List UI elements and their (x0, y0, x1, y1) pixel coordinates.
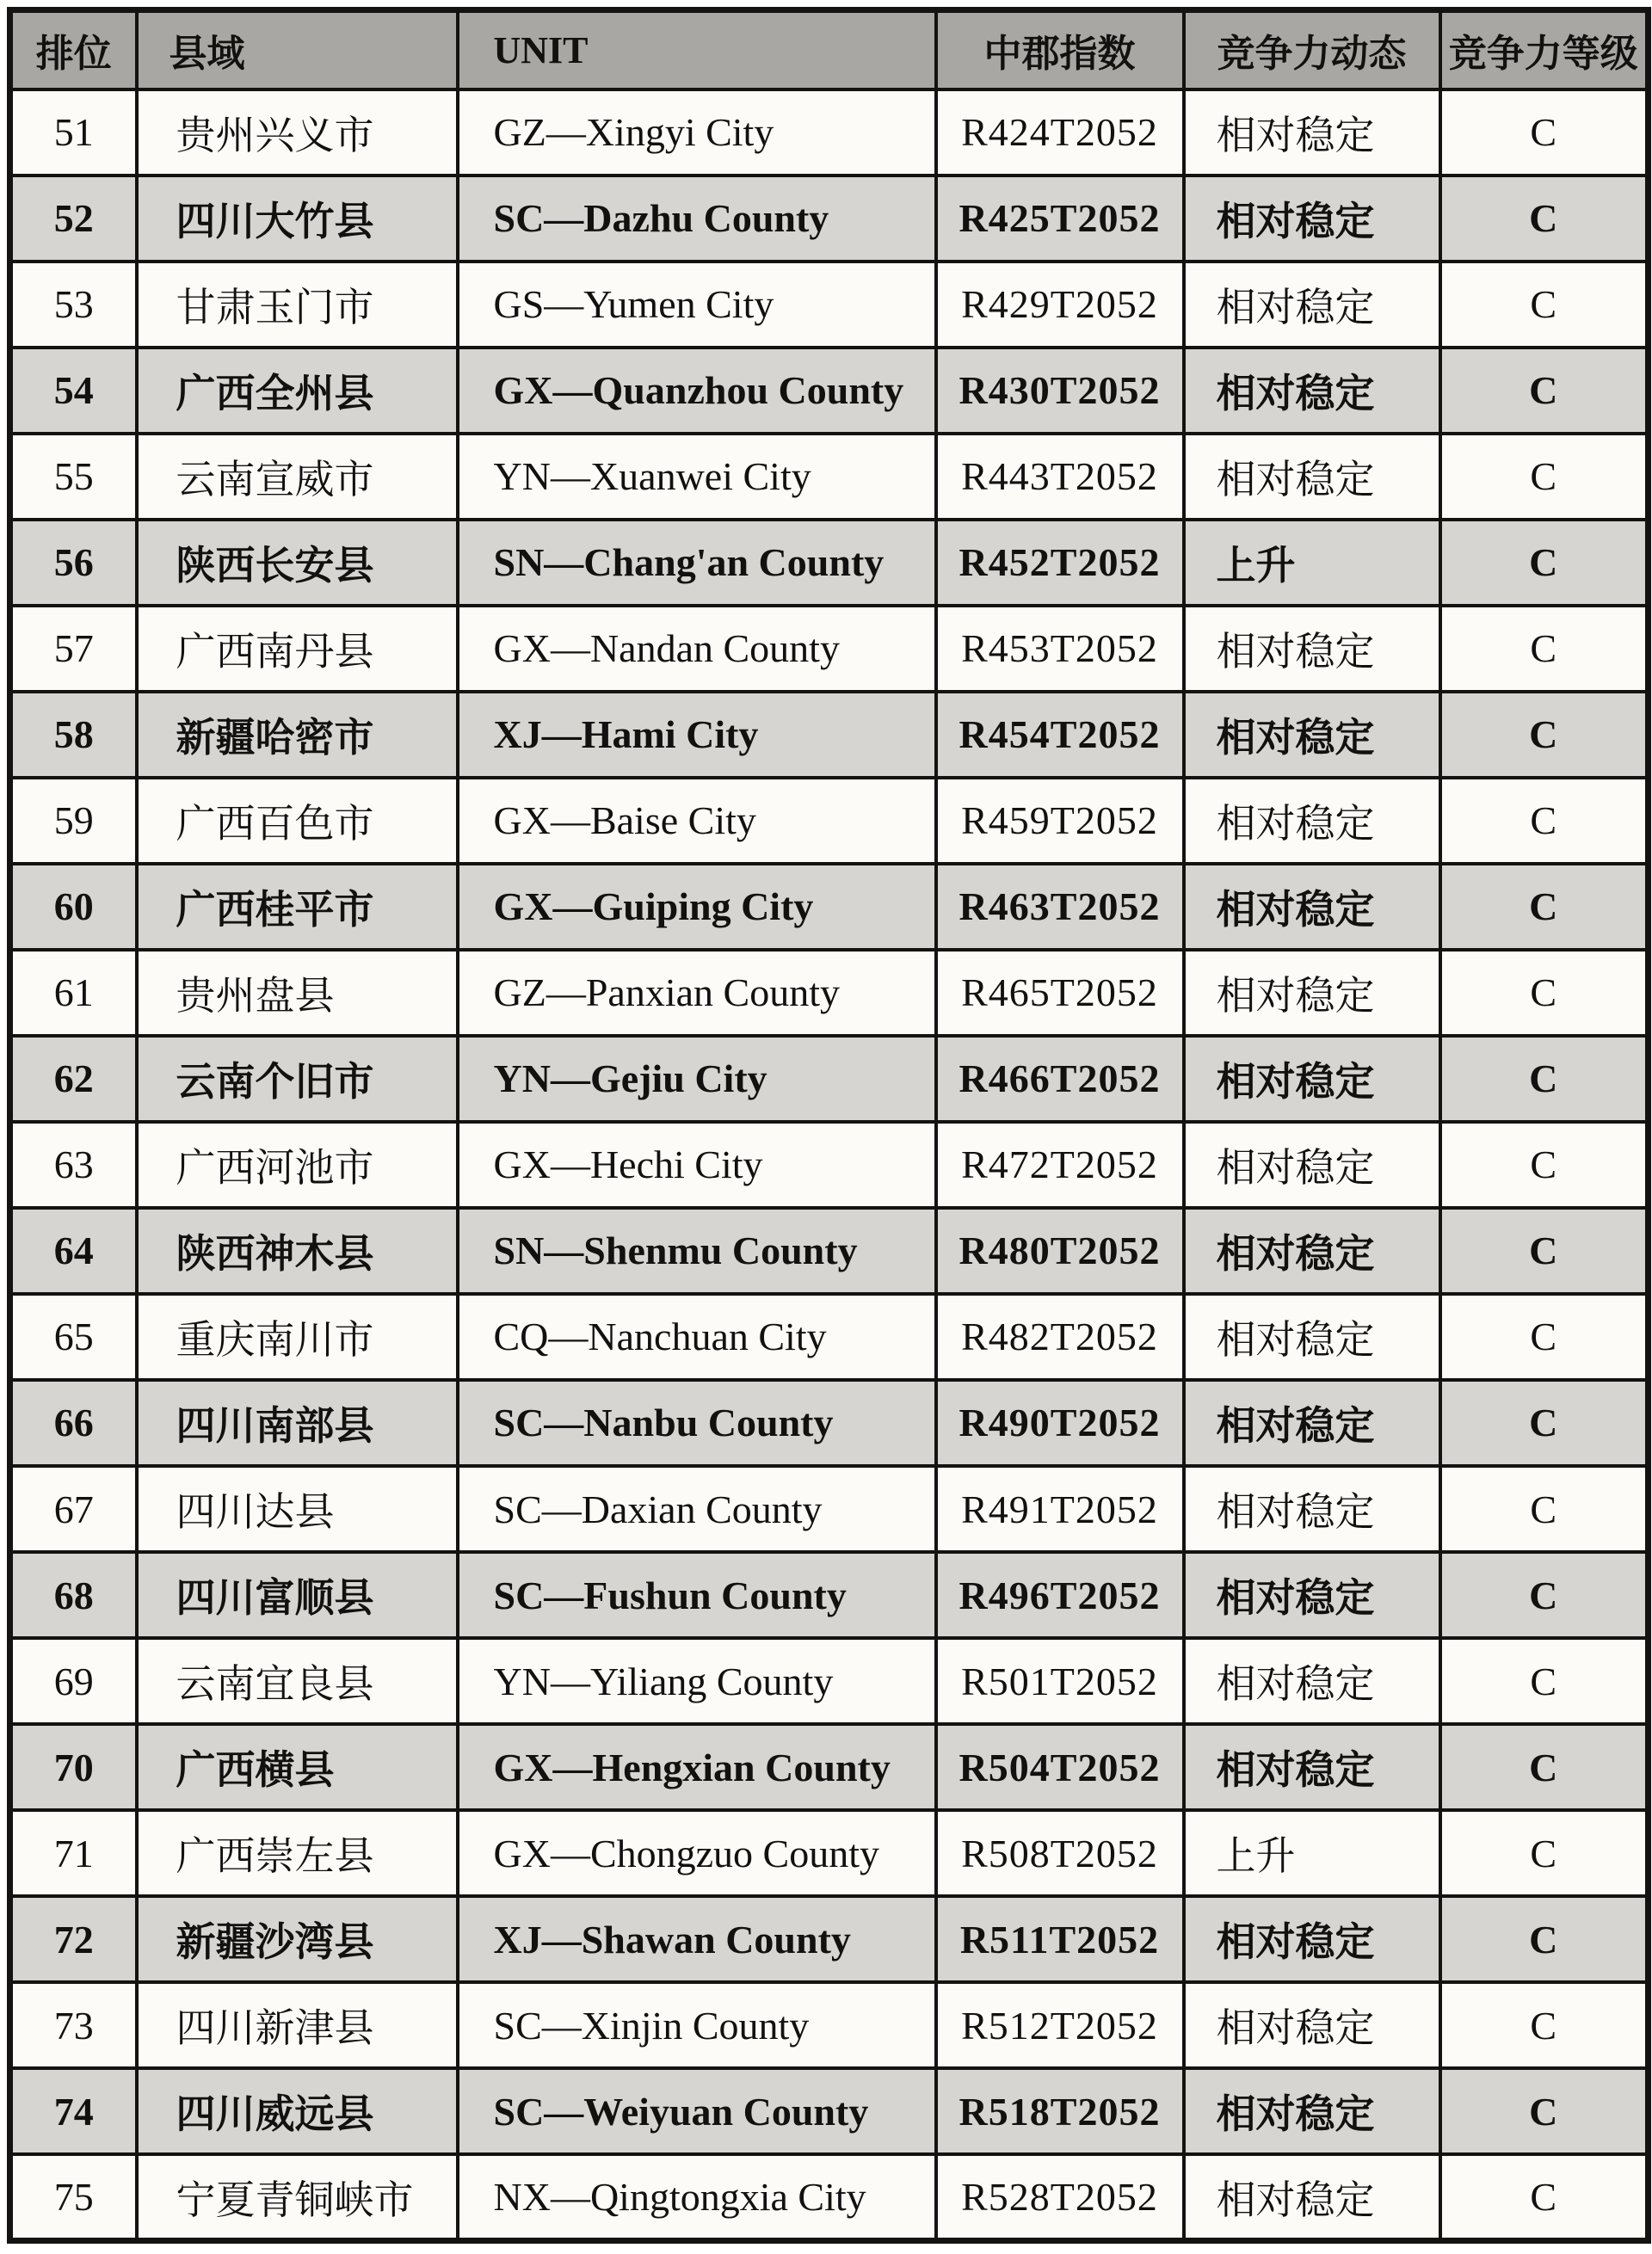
cell-rank: 55 (10, 434, 137, 520)
table-row (10, 1552, 1649, 1638)
cell-unit: SN—Chang'an County (458, 520, 936, 606)
cell-county: 云南宜良县 (137, 1638, 458, 1724)
table-row (10, 2068, 1649, 2154)
cell-unit: GS—Yumen City (458, 262, 936, 348)
table-body (10, 89, 1649, 2241)
cell-grade: C (1440, 89, 1649, 176)
cell-county: 四川威远县 (137, 2068, 458, 2154)
cell-grade: C (1440, 606, 1649, 692)
cell-dynamic: 相对稳定 (1184, 262, 1440, 348)
cell-dynamic: 相对稳定 (1184, 1724, 1440, 1810)
table-row (10, 2154, 1649, 2240)
table-row (10, 1466, 1649, 1552)
cell-index: R480T2052 (936, 1208, 1184, 1294)
county-competitiveness-ranking-table (7, 7, 1651, 2244)
table-row (10, 434, 1649, 520)
cell-index: R482T2052 (936, 1294, 1184, 1380)
cell-unit: XJ—Hami City (458, 692, 936, 778)
cell-unit: GZ—Panxian County (458, 950, 936, 1036)
cell-index: R496T2052 (936, 1552, 1184, 1638)
cell-county: 新疆哈密市 (137, 692, 458, 778)
cell-county: 广西崇左县 (137, 1810, 458, 1896)
cell-county: 陕西长安县 (137, 520, 458, 606)
cell-dynamic: 相对稳定 (1184, 434, 1440, 520)
cell-index: R512T2052 (936, 1982, 1184, 2068)
column-header-county: 县域 (137, 10, 458, 89)
cell-dynamic: 相对稳定 (1184, 1552, 1440, 1638)
cell-county: 甘肃玉门市 (137, 262, 458, 348)
cell-unit: GX—Chongzuo County (458, 1810, 936, 1896)
cell-county: 四川新津县 (137, 1982, 458, 2068)
cell-rank: 75 (10, 2154, 137, 2240)
column-header-rank: 排位 (10, 10, 137, 89)
cell-dynamic: 相对稳定 (1184, 1122, 1440, 1208)
cell-unit: SC—Xinjin County (458, 1982, 936, 2068)
cell-index: R465T2052 (936, 950, 1184, 1036)
cell-unit: SC—Fushun County (458, 1552, 936, 1638)
cell-rank: 56 (10, 520, 137, 606)
cell-county: 广西南丹县 (137, 606, 458, 692)
cell-county: 贵州盘县 (137, 950, 458, 1036)
cell-rank: 66 (10, 1380, 137, 1466)
header-row (10, 10, 1649, 89)
cell-unit: GZ—Xingyi City (458, 89, 936, 176)
cell-county: 四川达县 (137, 1466, 458, 1552)
cell-grade: C (1440, 864, 1649, 950)
cell-rank: 71 (10, 1810, 137, 1896)
cell-index: R528T2052 (936, 2154, 1184, 2240)
cell-unit: YN—Xuanwei City (458, 434, 936, 520)
cell-rank: 68 (10, 1552, 137, 1638)
cell-county: 云南个旧市 (137, 1036, 458, 1122)
cell-unit: SN—Shenmu County (458, 1208, 936, 1294)
cell-index: R459T2052 (936, 778, 1184, 864)
cell-county: 四川南部县 (137, 1380, 458, 1466)
cell-unit: GX—Baise City (458, 778, 936, 864)
cell-county: 四川大竹县 (137, 176, 458, 262)
cell-index: R429T2052 (936, 262, 1184, 348)
table-row (10, 692, 1649, 778)
cell-unit: GX—Hechi City (458, 1122, 936, 1208)
cell-grade: C (1440, 1466, 1649, 1552)
cell-county: 广西河池市 (137, 1122, 458, 1208)
cell-grade: C (1440, 1122, 1649, 1208)
cell-rank: 51 (10, 89, 137, 176)
cell-index: R454T2052 (936, 692, 1184, 778)
cell-grade: C (1440, 1294, 1649, 1380)
cell-unit: SC—Nanbu County (458, 1380, 936, 1466)
table-row (10, 950, 1649, 1036)
table-row (10, 176, 1649, 262)
cell-unit: SC—Weiyuan County (458, 2068, 936, 2154)
cell-rank: 67 (10, 1466, 137, 1552)
cell-county: 广西桂平市 (137, 864, 458, 950)
cell-index: R491T2052 (936, 1466, 1184, 1552)
cell-index: R443T2052 (936, 434, 1184, 520)
table-row (10, 1810, 1649, 1896)
table-row (10, 348, 1649, 434)
cell-grade: C (1440, 520, 1649, 606)
cell-grade: C (1440, 1810, 1649, 1896)
cell-grade: C (1440, 1552, 1649, 1638)
cell-grade: C (1440, 1208, 1649, 1294)
cell-rank: 64 (10, 1208, 137, 1294)
cell-county: 广西横县 (137, 1724, 458, 1810)
cell-grade: C (1440, 1380, 1649, 1466)
table-row (10, 1896, 1649, 1982)
cell-unit: CQ—Nanchuan City (458, 1294, 936, 1380)
cell-unit: XJ—Shawan County (458, 1896, 936, 1982)
cell-dynamic: 相对稳定 (1184, 606, 1440, 692)
cell-county: 宁夏青铜峡市 (137, 2154, 458, 2240)
table-row (10, 262, 1649, 348)
cell-index: R463T2052 (936, 864, 1184, 950)
table-row (10, 864, 1649, 950)
cell-county: 贵州兴义市 (137, 89, 458, 176)
cell-rank: 58 (10, 692, 137, 778)
table-row (10, 520, 1649, 606)
cell-county: 广西全州县 (137, 348, 458, 434)
cell-dynamic: 上升 (1184, 1810, 1440, 1896)
cell-index: R472T2052 (936, 1122, 1184, 1208)
cell-grade: C (1440, 1982, 1649, 2068)
table-row (10, 1294, 1649, 1380)
cell-index: R504T2052 (936, 1724, 1184, 1810)
cell-rank: 73 (10, 1982, 137, 2068)
cell-county: 云南宣威市 (137, 434, 458, 520)
cell-rank: 60 (10, 864, 137, 950)
cell-dynamic: 相对稳定 (1184, 1208, 1440, 1294)
cell-index: R466T2052 (936, 1036, 1184, 1122)
table-row (10, 1122, 1649, 1208)
cell-grade: C (1440, 1638, 1649, 1724)
cell-index: R511T2052 (936, 1896, 1184, 1982)
cell-county: 陕西神木县 (137, 1208, 458, 1294)
cell-county: 四川富顺县 (137, 1552, 458, 1638)
cell-county: 广西百色市 (137, 778, 458, 864)
cell-grade: C (1440, 1036, 1649, 1122)
cell-rank: 74 (10, 2068, 137, 2154)
cell-unit: SC—Daxian County (458, 1466, 936, 1552)
cell-dynamic: 相对稳定 (1184, 176, 1440, 262)
cell-index: R453T2052 (936, 606, 1184, 692)
cell-dynamic: 相对稳定 (1184, 89, 1440, 176)
table-row (10, 1982, 1649, 2068)
cell-rank: 63 (10, 1122, 137, 1208)
table-header (10, 10, 1649, 89)
cell-dynamic: 相对稳定 (1184, 950, 1440, 1036)
cell-dynamic: 相对稳定 (1184, 1380, 1440, 1466)
cell-dynamic: 相对稳定 (1184, 778, 1440, 864)
table-row (10, 778, 1649, 864)
column-header-grade: 竞争力等级 (1440, 10, 1649, 89)
table-row (10, 1208, 1649, 1294)
cell-unit: GX—Hengxian County (458, 1724, 936, 1810)
cell-rank: 65 (10, 1294, 137, 1380)
cell-index: R452T2052 (936, 520, 1184, 606)
cell-dynamic: 相对稳定 (1184, 864, 1440, 950)
cell-index: R508T2052 (936, 1810, 1184, 1896)
cell-rank: 69 (10, 1638, 137, 1724)
cell-unit: GX—Quanzhou County (458, 348, 936, 434)
cell-rank: 57 (10, 606, 137, 692)
column-header-unit: UNIT (458, 10, 936, 89)
cell-rank: 54 (10, 348, 137, 434)
cell-dynamic: 相对稳定 (1184, 692, 1440, 778)
cell-grade: C (1440, 2068, 1649, 2154)
cell-grade: C (1440, 950, 1649, 1036)
cell-dynamic: 相对稳定 (1184, 348, 1440, 434)
cell-rank: 72 (10, 1896, 137, 1982)
table-row (10, 89, 1649, 176)
cell-unit: YN—Yiliang County (458, 1638, 936, 1724)
cell-index: R518T2052 (936, 2068, 1184, 2154)
cell-unit: GX—Nandan County (458, 606, 936, 692)
cell-county: 重庆南川市 (137, 1294, 458, 1380)
cell-grade: C (1440, 1724, 1649, 1810)
cell-grade: C (1440, 348, 1649, 434)
cell-unit: YN—Gejiu City (458, 1036, 936, 1122)
cell-index: R490T2052 (936, 1380, 1184, 1466)
column-header-dynamic: 竞争力动态 (1184, 10, 1440, 89)
table-row (10, 606, 1649, 692)
cell-unit: SC—Dazhu County (458, 176, 936, 262)
cell-dynamic: 相对稳定 (1184, 1896, 1440, 1982)
cell-dynamic: 相对稳定 (1184, 1638, 1440, 1724)
column-header-index: 中郡指数 (936, 10, 1184, 89)
cell-grade: C (1440, 1896, 1649, 1982)
cell-unit: NX—Qingtongxia City (458, 2154, 936, 2240)
table-row (10, 1036, 1649, 1122)
cell-rank: 70 (10, 1724, 137, 1810)
cell-grade: C (1440, 778, 1649, 864)
table-row (10, 1380, 1649, 1466)
table-row (10, 1638, 1649, 1724)
cell-dynamic: 相对稳定 (1184, 2068, 1440, 2154)
cell-dynamic: 上升 (1184, 520, 1440, 606)
cell-rank: 53 (10, 262, 137, 348)
cell-unit: GX—Guiping City (458, 864, 936, 950)
cell-grade: C (1440, 262, 1649, 348)
cell-grade: C (1440, 2154, 1649, 2240)
cell-dynamic: 相对稳定 (1184, 1982, 1440, 2068)
cell-index: R430T2052 (936, 348, 1184, 434)
cell-rank: 61 (10, 950, 137, 1036)
cell-index: R424T2052 (936, 89, 1184, 176)
cell-rank: 62 (10, 1036, 137, 1122)
cell-dynamic: 相对稳定 (1184, 1036, 1440, 1122)
table-row (10, 1724, 1649, 1810)
cell-index: R501T2052 (936, 1638, 1184, 1724)
cell-rank: 59 (10, 778, 137, 864)
cell-index: R425T2052 (936, 176, 1184, 262)
cell-dynamic: 相对稳定 (1184, 2154, 1440, 2240)
cell-rank: 52 (10, 176, 137, 262)
cell-dynamic: 相对稳定 (1184, 1294, 1440, 1380)
cell-grade: C (1440, 176, 1649, 262)
cell-dynamic: 相对稳定 (1184, 1466, 1440, 1552)
cell-grade: C (1440, 692, 1649, 778)
cell-grade: C (1440, 434, 1649, 520)
cell-county: 新疆沙湾县 (137, 1896, 458, 1982)
